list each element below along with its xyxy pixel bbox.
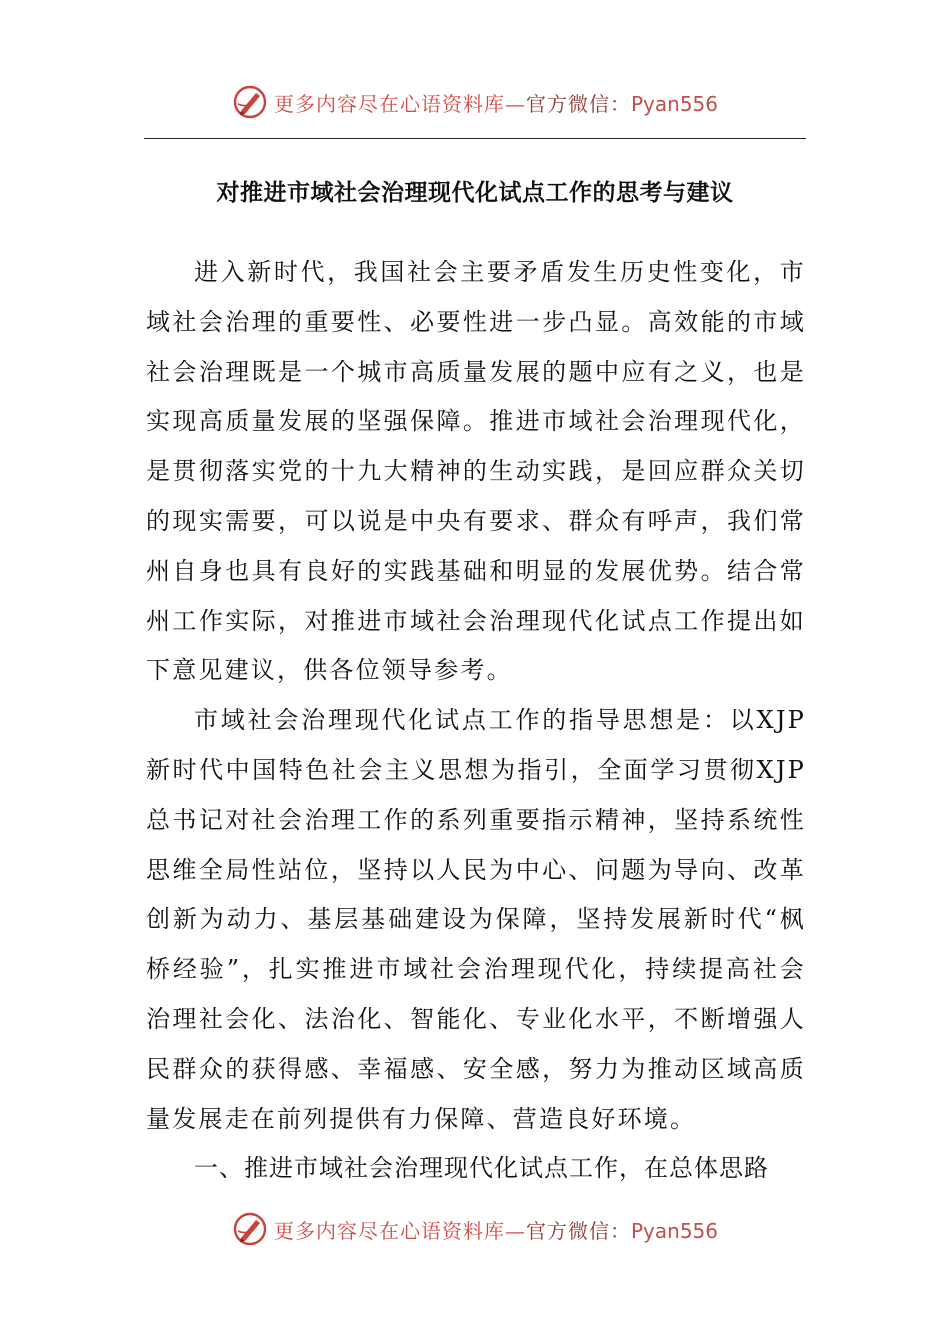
paragraph-2: 市域社会治理现代化试点工作的指导思想是：以XJP新时代中国特色社会主义思想为指引，全面学习贯彻XJP总书记对社会治理工作的系列重要指示精神，坚持系统性思维全局性站位，坚持以人民为中心、问题为导向、改革创新为动力、基层基础建设为保障，坚持发展新时代“枫桥经验”，扎实推进市域社会治理现代化，持续提高社会治理社会化、法治化、智能化、专业化水平，不断增强人民群众的获得感、幸福感、安全感，努力为推动区域高质量发展走在前列提供有力保障、营造良好环境。 <box>146 706 806 1133</box>
section-heading-1: 一、推进市域社会治理现代化试点工作，在总体思路 <box>194 1154 769 1183</box>
header-rule <box>144 138 806 139</box>
footer-banner-id: Pyan556 <box>630 1218 718 1243</box>
header-banner-dash: — <box>504 91 526 116</box>
footer-banner-text <box>274 1215 718 1244</box>
document-title: 对推进市域社会治理现代化试点工作的思考与建议 <box>216 179 734 206</box>
header-banner <box>0 82 950 122</box>
header-banner-id: Pyan556 <box>630 91 718 116</box>
footer-banner-dash: — <box>504 1218 526 1243</box>
pen-logo-icon <box>232 1211 268 1247</box>
pen-logo-icon <box>232 84 268 120</box>
footer-banner <box>0 1209 950 1249</box>
header-banner-main: 更多内容尽在心语资料库 <box>273 91 505 116</box>
footer-banner-main: 更多内容尽在心语资料库 <box>273 1218 505 1243</box>
document-body <box>146 248 806 1194</box>
header-banner-text <box>274 88 718 117</box>
paragraph-1: 进入新时代，我国社会主要矛盾发生历史性变化，市域社会治理的重要性、必要性进一步凸显。高效能的市域社会治理既是一个城市高质量发展的题中应有之义，也是实现高质量发展的坚强保障。推进市域社会治理现代化，是贯彻落实党的十九大精神的生动实践，是回应群众关切的现实需要，可以说是中央有要求、群众有呼声，我们常州自身也具有良好的实践基础和明显的发展优势。结合常州工作实际，对推进市域社会治理现代化试点工作提出如下意见建议，供各位领导参考。 <box>146 258 806 685</box>
footer-banner-wechat: 官方微信： <box>525 1218 631 1243</box>
header-banner-wechat: 官方微信： <box>525 91 631 116</box>
